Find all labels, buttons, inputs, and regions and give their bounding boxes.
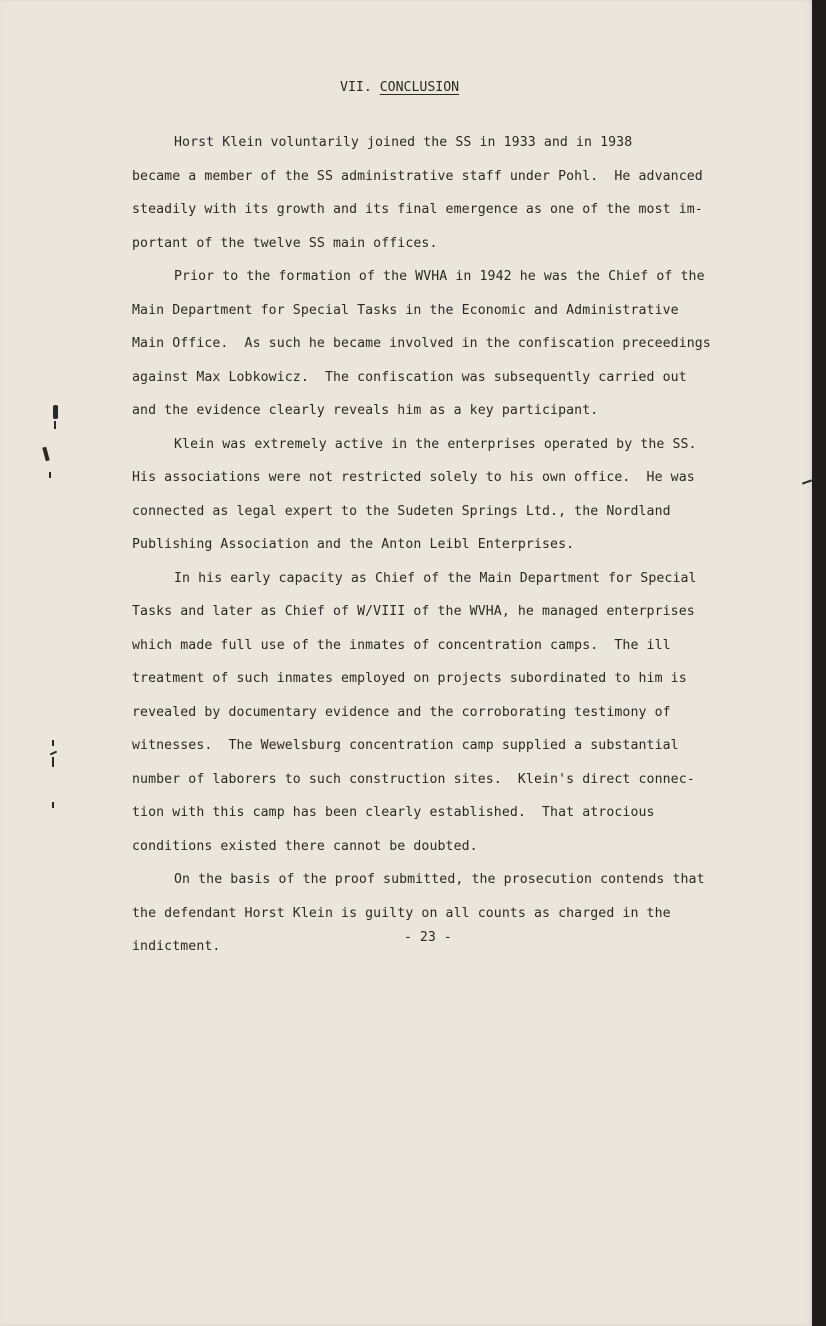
text-line: number of laborers to such construction sites. Klein's direct connec-	[132, 771, 695, 787]
text-line: against Max Lobkowicz. The confiscation was subsequently carried out	[132, 369, 687, 385]
text-line: Horst Klein voluntarily joined the SS in 1933 and in 1938	[174, 135, 633, 150]
text-line: steadily with its growth and its final emergence as one of the most im-	[132, 202, 703, 217]
text-line: portant of the twelve SS main offices.	[132, 235, 438, 251]
text-line: On the basis of the proof submitted, the prosecution contends that	[174, 872, 705, 887]
page-number: - 23 -	[404, 930, 452, 945]
margin-mark	[54, 421, 56, 429]
margin-mark	[52, 740, 54, 746]
margin-mark	[49, 472, 51, 478]
margin-mark	[50, 751, 57, 756]
margin-mark	[53, 405, 58, 419]
text-line: Publishing Association and the Anton Leibl Enterprises.	[132, 537, 575, 552]
text-line: connected as legal expert to the Sudeten Springs Ltd., the Nordland	[132, 503, 671, 519]
text-line: Klein was extremely active in the enterprises operated by the SS.	[174, 436, 697, 452]
text-line: treatment of such inmates employed on projects subordinated to him is	[132, 671, 687, 686]
margin-mark	[802, 479, 812, 484]
text-line: revealed by documentary evidence and the corroborating testimony of	[132, 704, 671, 720]
text-line: which made full use of the inmates of concentration camps. The ill	[132, 637, 671, 653]
margin-mark	[52, 757, 54, 767]
text-line: In his early capacity as Chief of the Main Department for Special	[174, 570, 697, 586]
text-line: conditions existed there cannot be doubted.	[132, 838, 478, 854]
section-heading	[340, 80, 459, 95]
margin-mark	[42, 447, 49, 462]
text-line: indictment.	[132, 939, 221, 954]
text-line: became a member of the SS administrative staff under Pohl. He advanced	[132, 168, 703, 184]
section-number: VII.	[340, 80, 372, 95]
text-line: tion with this camp has been clearly established. That atrocious	[132, 805, 655, 820]
text-line: Tasks and later as Chief of W/VIII of the WVHA, he managed enterprises	[132, 604, 695, 619]
text-line: Main Office. As such he became involved in the confiscation preceedings	[132, 336, 711, 351]
document-body	[132, 126, 742, 964]
margin-mark	[52, 802, 54, 808]
text-line: Main Department for Special Tasks in the Economic and Administrative	[132, 302, 679, 318]
text-line: His associations were not restricted solely to his own office. He was	[132, 470, 695, 485]
text-line: witnesses. The Wewelsburg concentration camp supplied a substantial	[132, 738, 679, 753]
text-line: Prior to the formation of the WVHA in 1942 he was the Chief of the	[174, 269, 705, 284]
text-line: the defendant Horst Klein is guilty on all counts as charged in the	[132, 905, 671, 921]
text-line: and the evidence clearly reveals him as a key participant.	[132, 403, 599, 418]
section-title: CONCLUSION	[379, 80, 460, 95]
page-edge-shadow	[812, 0, 826, 1326]
